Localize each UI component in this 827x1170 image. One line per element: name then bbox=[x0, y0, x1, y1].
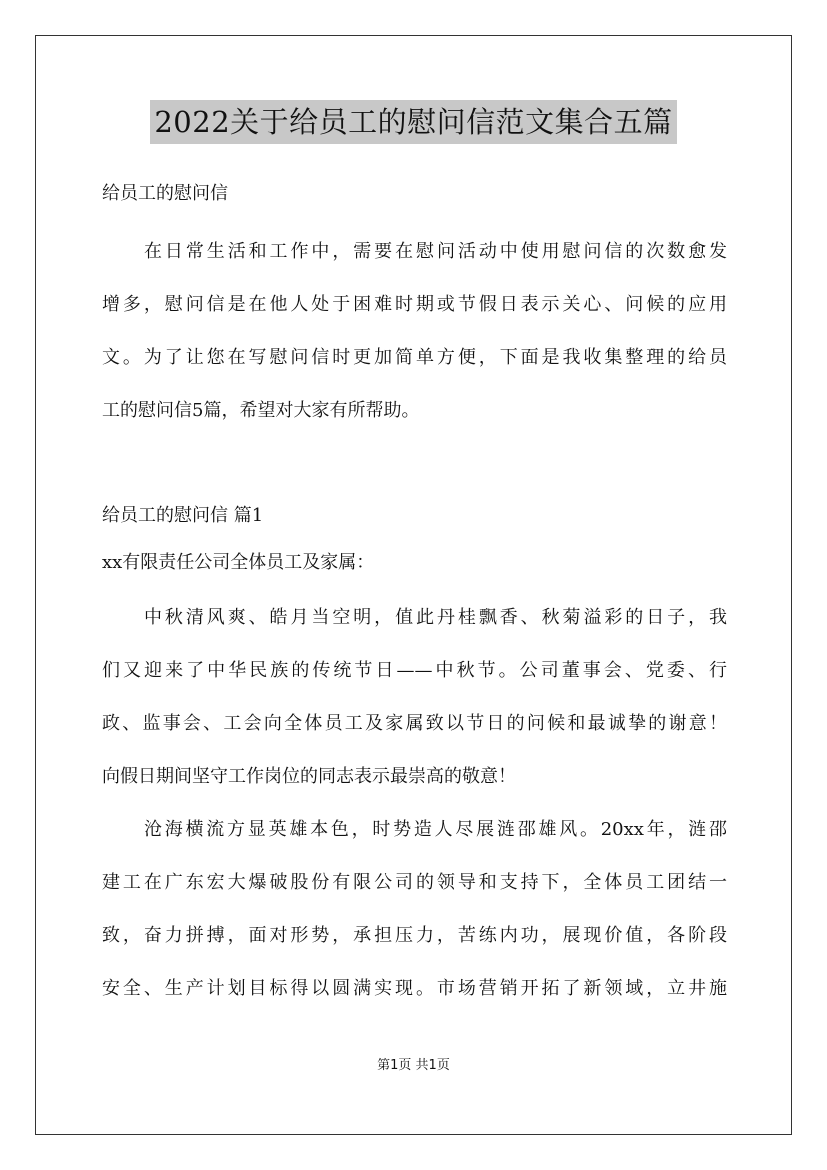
letter-paragraph-1 bbox=[102, 591, 727, 803]
letter-heading: 给员工的慰问信 篇1 bbox=[102, 505, 264, 526]
paragraph-line: 政、监事会、工会向全体员工及家属致以节日的问候和最诚挚的谢意！ bbox=[102, 713, 727, 734]
page-footer bbox=[0, 1054, 827, 1073]
document-title: 2022关于给员工的慰问信范文集合五篇 bbox=[150, 100, 676, 144]
document-body bbox=[102, 175, 727, 1015]
paragraph-line: 安全、生产计划目标得以圆满实现。市场营销开拓了新领域，立井施 bbox=[102, 978, 727, 999]
paragraph-line: 们又迎来了中华民族的传统节日——中秋节。公司董事会、党委、行 bbox=[102, 660, 727, 681]
paragraph-line: 工的慰问信5篇，希望对大家有所帮助。 bbox=[102, 400, 420, 421]
paragraph-line: 致，奋力拼搏，面对形势，承担压力，苦练内功，展现价值，各阶段 bbox=[102, 925, 727, 946]
paragraph-line: 沧海横流方显英雄本色，时势造人尽展涟邵雄风。20xx年，涟邵 bbox=[144, 819, 727, 840]
paragraph-line: 中秋清风爽、皓月当空明，值此丹桂飘香、秋菊溢彩的日子，我 bbox=[144, 607, 727, 628]
paragraph-line: 建工在广东宏大爆破股份有限公司的领导和支持下，全体员工团结一 bbox=[102, 872, 727, 893]
paragraph-line: 向假日期间坚守工作岗位的同志表示最崇高的敬意！ bbox=[102, 766, 516, 787]
letter-paragraph-2 bbox=[102, 803, 727, 1015]
intro-paragraph bbox=[102, 225, 727, 437]
page-number: 第1页 共1页 bbox=[377, 1058, 450, 1073]
section-heading: 给员工的慰问信 bbox=[102, 183, 228, 204]
paragraph-line: 增多，慰问信是在他人处于困难时期或节假日表示关心、问候的应用 bbox=[102, 294, 727, 315]
paragraph-line: 文。为了让您在写慰问信时更加简单方便，下面是我收集整理的给员 bbox=[102, 347, 727, 368]
title-container bbox=[0, 100, 827, 144]
salutation: xx有限责任公司全体员工及家属： bbox=[102, 552, 375, 573]
paragraph-line: 在日常生活和工作中，需要在慰问活动中使用慰问信的次数愈发 bbox=[144, 241, 727, 262]
